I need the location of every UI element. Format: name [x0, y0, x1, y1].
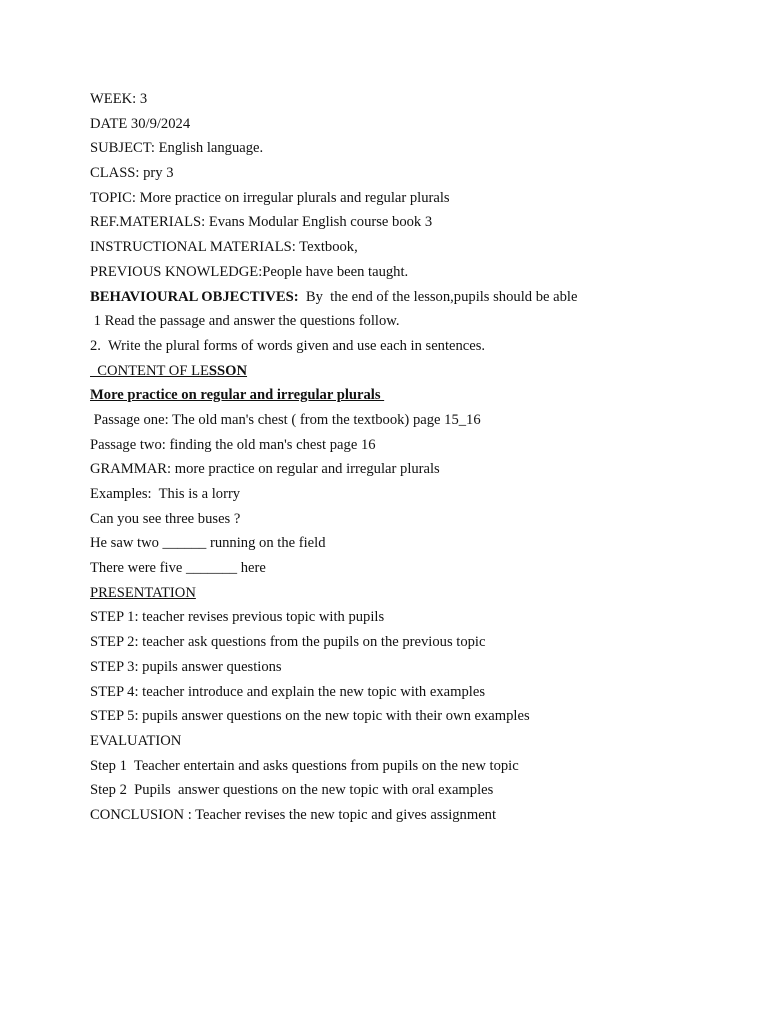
behavioural-objectives-line	[90, 285, 730, 310]
step-5: STEP 5: pupils answer questions on the new topic with their own examples	[90, 708, 530, 725]
evaluation-step-2: Step 2 Pupils answer questions on the new topic with oral examples	[90, 782, 494, 799]
content-subheading: More practice on regular and irregular plurals	[90, 387, 385, 404]
example-2: Can you see three buses ?	[90, 510, 241, 527]
content-heading-part1: CONTENT OF LE	[90, 362, 209, 379]
step-4: STEP 4: teacher introduce and explain the new topic with examples	[90, 683, 485, 700]
passage-two: Passage two: finding the old man's chest page 16	[90, 436, 376, 453]
evaluation-heading: EVALUATION	[90, 732, 182, 749]
class-line: CLASS: pry 3	[90, 165, 174, 182]
example-1: Examples: This is a lorry	[90, 486, 241, 502]
conclusion-line: CONCLUSION : Teacher revises the new topic and gives assignment	[90, 806, 497, 823]
objective-1: 1 Read the passage and answer the questions follow.	[90, 313, 400, 330]
ref-materials-line: REF.MATERIALS: Evans Modular English course book 3	[90, 214, 433, 231]
previous-knowledge-line: PREVIOUS KNOWLEDGE:People have been taught.	[90, 263, 409, 280]
behavioural-objectives-text: By the end of the lesson,pupils should be able	[298, 288, 578, 305]
objective-2: 2. Write the plural forms of words given and use each in sentences.	[90, 337, 486, 354]
content-heading	[90, 359, 730, 384]
date-line: DATE 30/9/2024	[90, 115, 191, 132]
behavioural-objectives-label: BEHAVIOURAL OBJECTIVES:	[90, 288, 299, 305]
instructional-materials-line: INSTRUCTIONAL MATERIALS: Textbook,	[90, 239, 358, 256]
grammar-line: GRAMMAR: more practice on regular and irregular plurals	[90, 461, 440, 478]
subject-line: SUBJECT: English language.	[90, 140, 264, 157]
step-1: STEP 1: teacher revises previous topic with pupils	[90, 609, 385, 626]
evaluation-step-1: Step 1 Teacher entertain and asks questions from pupils on the new topic	[90, 757, 519, 774]
passage-one: Passage one: The old man's chest ( from the textbook) page 15_16	[90, 411, 481, 428]
presentation-heading: PRESENTATION	[90, 584, 196, 601]
lesson-note	[90, 87, 730, 828]
topic-line: TOPIC: More practice on irregular plurals and regular plurals	[90, 189, 450, 206]
example-3: He saw two ______ running on the field	[90, 535, 326, 552]
content-heading-part2: SSON	[208, 362, 248, 379]
step-2: STEP 2: teacher ask questions from the pupils on the previous topic	[90, 634, 486, 651]
example-4: There were five _______ here	[90, 560, 266, 577]
week-line: WEEK: 3	[90, 91, 148, 107]
step-3: STEP 3: pupils answer questions	[90, 658, 282, 675]
